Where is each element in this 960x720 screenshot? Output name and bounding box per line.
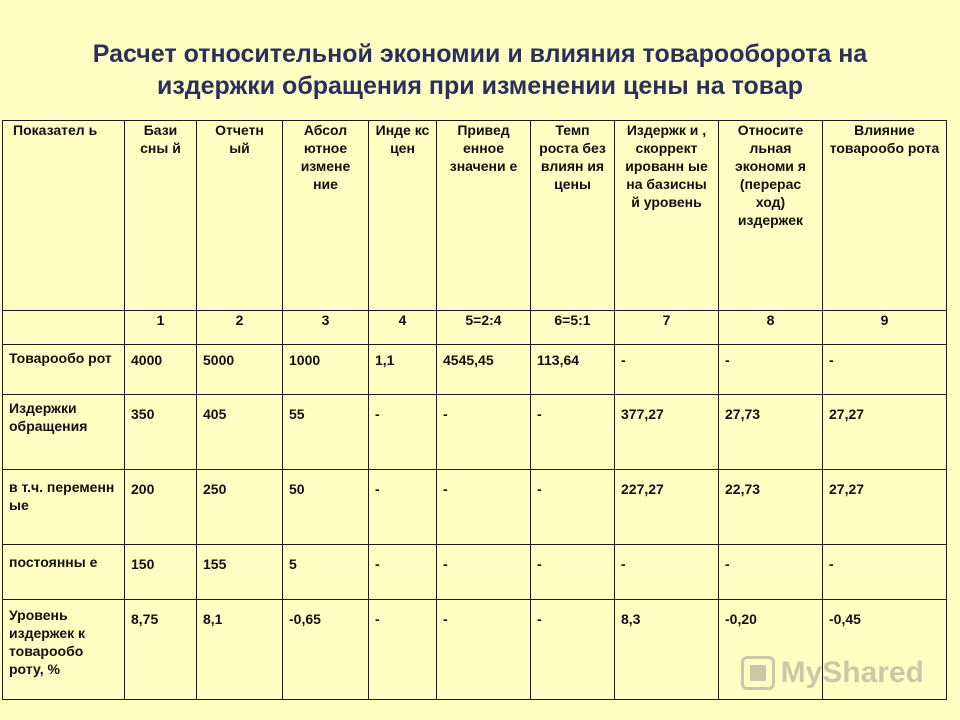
column-number: 4 bbox=[369, 311, 437, 345]
table-cell: 5000 bbox=[197, 345, 283, 395]
table-cell: - bbox=[369, 545, 437, 600]
header-cell: Влияние товарообо рота bbox=[823, 121, 947, 311]
column-number-row bbox=[3, 311, 947, 345]
page-title bbox=[0, 38, 960, 102]
table-cell: - bbox=[719, 545, 823, 600]
row-label: Издержки обращения bbox=[3, 395, 125, 470]
header-cell: Абсол ютное измене ние bbox=[283, 121, 369, 311]
column-number: 7 bbox=[615, 311, 719, 345]
table-cell: 1000 bbox=[283, 345, 369, 395]
table-cell: - bbox=[437, 600, 531, 700]
table-cell: 4545,45 bbox=[437, 345, 531, 395]
table-cell: 55 bbox=[283, 395, 369, 470]
column-number: 9 bbox=[823, 311, 947, 345]
table-cell: 227,27 bbox=[615, 470, 719, 545]
table-cell: 50 bbox=[283, 470, 369, 545]
table-cell: - bbox=[531, 470, 615, 545]
table-cell: 8,1 bbox=[197, 600, 283, 700]
economy-table bbox=[2, 120, 947, 700]
header-row bbox=[3, 121, 947, 311]
table-cell: 27,27 bbox=[823, 470, 947, 545]
table-cell: 155 bbox=[197, 545, 283, 600]
table-cell: 4000 bbox=[125, 345, 197, 395]
table-cell: 150 bbox=[125, 545, 197, 600]
table-cell: -0,45 bbox=[823, 600, 947, 700]
table-cell: 8,75 bbox=[125, 600, 197, 700]
table-cell: - bbox=[437, 470, 531, 545]
table-cell: - bbox=[437, 395, 531, 470]
table-cell: - bbox=[615, 545, 719, 600]
table-cell: -0,20 bbox=[719, 600, 823, 700]
watermark-text: MyShared bbox=[780, 656, 924, 689]
table-cell: 8,3 bbox=[615, 600, 719, 700]
header-cell: Отчетн ый bbox=[197, 121, 283, 311]
myshared-logo-icon bbox=[741, 656, 775, 690]
table-cell: - bbox=[369, 395, 437, 470]
header-cell: Издержк и , скоррект ированн ые на базисны й уровень bbox=[615, 121, 719, 311]
table-row bbox=[3, 395, 947, 470]
column-number: 5=2:4 bbox=[437, 311, 531, 345]
table-cell: - bbox=[437, 545, 531, 600]
column-number: 2 bbox=[197, 311, 283, 345]
table-cell: - bbox=[823, 345, 947, 395]
table-cell: 1,1 bbox=[369, 345, 437, 395]
table-cell: 27,73 bbox=[719, 395, 823, 470]
row-label: в т.ч. переменн ые bbox=[3, 470, 125, 545]
table-cell: - bbox=[719, 345, 823, 395]
table-row bbox=[3, 345, 947, 395]
table-cell: - bbox=[531, 600, 615, 700]
table-cell: 27,27 bbox=[823, 395, 947, 470]
table-cell: - bbox=[531, 395, 615, 470]
table-cell: 250 bbox=[197, 470, 283, 545]
table-cell: - bbox=[369, 600, 437, 700]
row-label: Уровень издержек к товарообо роту, % bbox=[3, 600, 125, 700]
header-cell: Бази сны й bbox=[125, 121, 197, 311]
header-cell: Привед енное значени е bbox=[437, 121, 531, 311]
table-cell: - bbox=[615, 345, 719, 395]
table-cell: 200 bbox=[125, 470, 197, 545]
header-cell: Показател ь bbox=[3, 121, 125, 311]
column-number bbox=[3, 311, 125, 345]
table-cell: 22,73 bbox=[719, 470, 823, 545]
table-cell: - bbox=[823, 545, 947, 600]
table-row bbox=[3, 545, 947, 600]
column-number: 6=5:1 bbox=[531, 311, 615, 345]
row-label: Товарообо рот bbox=[3, 345, 125, 395]
table-cell: -0,65 bbox=[283, 600, 369, 700]
header-cell: Относите льная экономи я (перерас ход) издержек bbox=[719, 121, 823, 311]
column-number: 3 bbox=[283, 311, 369, 345]
watermark bbox=[741, 656, 924, 690]
header-cell: Темп роста без влиян ия цены bbox=[531, 121, 615, 311]
title-line-1: Расчет относительной экономии и влияния товарооборота на bbox=[92, 40, 868, 68]
row-label: постоянны е bbox=[3, 545, 125, 600]
column-number: 1 bbox=[125, 311, 197, 345]
table-cell: - bbox=[531, 545, 615, 600]
table-cell: 113,64 bbox=[531, 345, 615, 395]
table-cell: 405 bbox=[197, 395, 283, 470]
table-row bbox=[3, 470, 947, 545]
title-line-2: издержки обращения при изменении цены на товар bbox=[156, 72, 803, 100]
table-cell: 350 bbox=[125, 395, 197, 470]
column-number: 8 bbox=[719, 311, 823, 345]
table-cell: 5 bbox=[283, 545, 369, 600]
header-cell: Инде кс цен bbox=[369, 121, 437, 311]
table-cell: - bbox=[369, 470, 437, 545]
table-cell: 377,27 bbox=[615, 395, 719, 470]
